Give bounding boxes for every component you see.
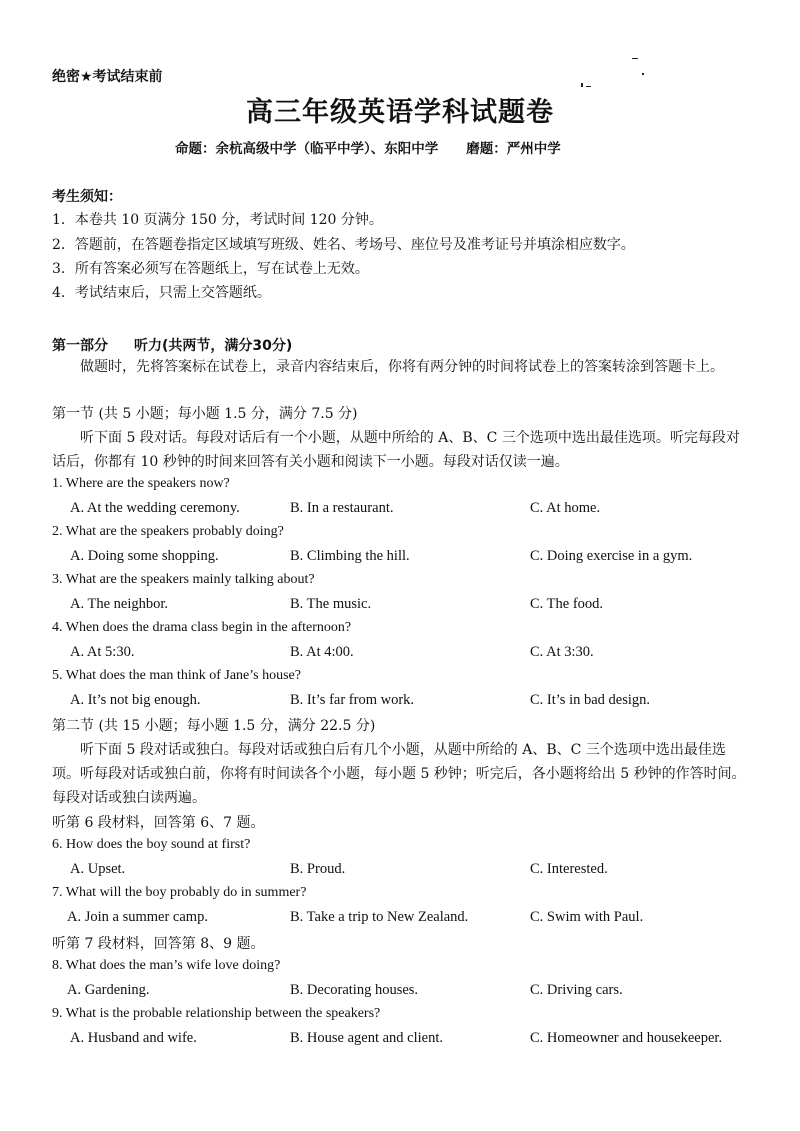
option-a: A. Join a summer camp. [67, 909, 208, 925]
notice-heading: 考生须知： [52, 189, 122, 205]
option-c: C. Swim with Paul. [530, 909, 644, 925]
option-b: B. House agent and client. [290, 1030, 444, 1046]
section2-heading: 第二节 (共 15 小题；每小题 1.5 分，满分 22.5 分) [52, 718, 376, 734]
scan-speck [586, 86, 591, 87]
option-c: C. Homeowner and housekeeper. [530, 1030, 723, 1046]
part1-heading [52, 335, 292, 355]
page-title: 高三年级英语学科试题卷 [246, 97, 554, 128]
option-c: C. At home. [530, 500, 601, 516]
section2-instruction: 听下面 5 段对话或独白。每段对话或独白后有几个小题，从题中所给的 A、B、C 三个选项中选出最佳选项。听每段对话或独白前，你将有时间读各个小题，每小题 5 秒钟；听完后，各小题将给出 5 秒钟的作答时间。每段对话或独白读两遍。 [52, 742, 746, 806]
question-7: 7. What will the boy probably do in summer? [52, 885, 307, 900]
question-5: 5. What does the man think of Jane’s house? [52, 668, 301, 683]
option-a: A. The neighbor. [70, 596, 168, 612]
option-b: B. Take a trip to New Zealand. [290, 909, 469, 925]
question-3: 3. What are the speakers mainly talking about? [52, 572, 315, 587]
option-b: B. Decorating houses. [290, 982, 419, 998]
reviewer: 磨题：严州中学 [466, 141, 561, 157]
material-6-note: 听第 6 段材料，回答第 6、7 题。 [52, 815, 265, 831]
question-9: 9. What is the probable relationship between the speakers? [52, 1006, 381, 1021]
part1-instruction: 做题时，先将答案标在试卷上，录音内容结束后，你将有两分钟的时间将试卷上的答案转涂到答题卡上。 [80, 359, 724, 375]
question-1: 1. Where are the speakers now? [52, 476, 230, 491]
authors-line [175, 137, 561, 157]
option-c: C. Doing exercise in a gym. [530, 548, 693, 564]
option-b: B. In a restaurant. [290, 500, 394, 516]
question-2: 2. What are the speakers probably doing? [52, 524, 284, 539]
material-7-note: 听第 7 段材料，回答第 8、9 题。 [52, 936, 265, 952]
scan-speck [632, 58, 638, 59]
option-c: C. At 3:30. [530, 644, 594, 660]
section1-heading: 第一节 (共 5 小题；每小题 1.5 分，满分 7.5 分) [52, 406, 358, 422]
question-4: 4. When does the drama class begin in the afternoon? [52, 620, 352, 635]
notice-item: 4．考试结束后，只需上交答题纸。 [52, 285, 271, 301]
option-a: A. Gardening. [67, 982, 150, 998]
authors: 命题：余杭高级中学（临平中学）、东阳中学 [175, 141, 439, 157]
option-b: B. Climbing the hill. [290, 548, 410, 564]
option-b: B. Proud. [290, 861, 346, 877]
option-c: C. The food. [530, 596, 604, 612]
option-a: A. Upset. [70, 861, 126, 877]
option-a: A. It’s not big enough. [70, 692, 201, 708]
notice-item: 1．本卷共 10 页满分 150 分，考试时间 120 分钟。 [52, 212, 383, 228]
scan-speck [642, 73, 644, 75]
option-a: A. At 5:30. [70, 644, 135, 660]
option-c: C. Interested. [530, 861, 608, 877]
option-a: A. At the wedding ceremony. [70, 500, 240, 516]
question-8: 8. What does the man’s wife love doing? [52, 958, 281, 973]
notice-item: 2．答题前，在答题卷指定区域填写班级、姓名、考场号、座位号及准考证号并填涂相应数字。 [52, 237, 635, 253]
option-b: B. The music. [290, 596, 372, 612]
scan-speck [581, 83, 583, 87]
option-c: C. Driving cars. [530, 982, 623, 998]
option-a: A. Husband and wife. [70, 1030, 197, 1046]
part1-subheading: 听力(共两节，满分30分) [134, 338, 293, 354]
secret-label: 绝密★考试结束前 [52, 69, 163, 85]
notice-item: 3．所有答案必须写在答题纸上，写在试卷上无效。 [52, 261, 369, 277]
option-b: B. At 4:00. [290, 644, 354, 660]
option-b: B. It’s far from work. [290, 692, 415, 708]
part1-label: 第一部分 [52, 338, 108, 354]
section1-instruction: 听下面 5 段对话。每段对话后有一个小题，从题中所给的 A、B、C 三个选项中选出最佳选项。听完每段对话后，你都有 10 秒钟的时间来回答有关小题和阅读下一小题。每段对话仅读一遍。 [52, 430, 740, 470]
question-6: 6. How does the boy sound at first? [52, 837, 251, 852]
option-c: C. It’s in bad design. [530, 692, 651, 708]
option-a: A. Doing some shopping. [70, 548, 219, 564]
